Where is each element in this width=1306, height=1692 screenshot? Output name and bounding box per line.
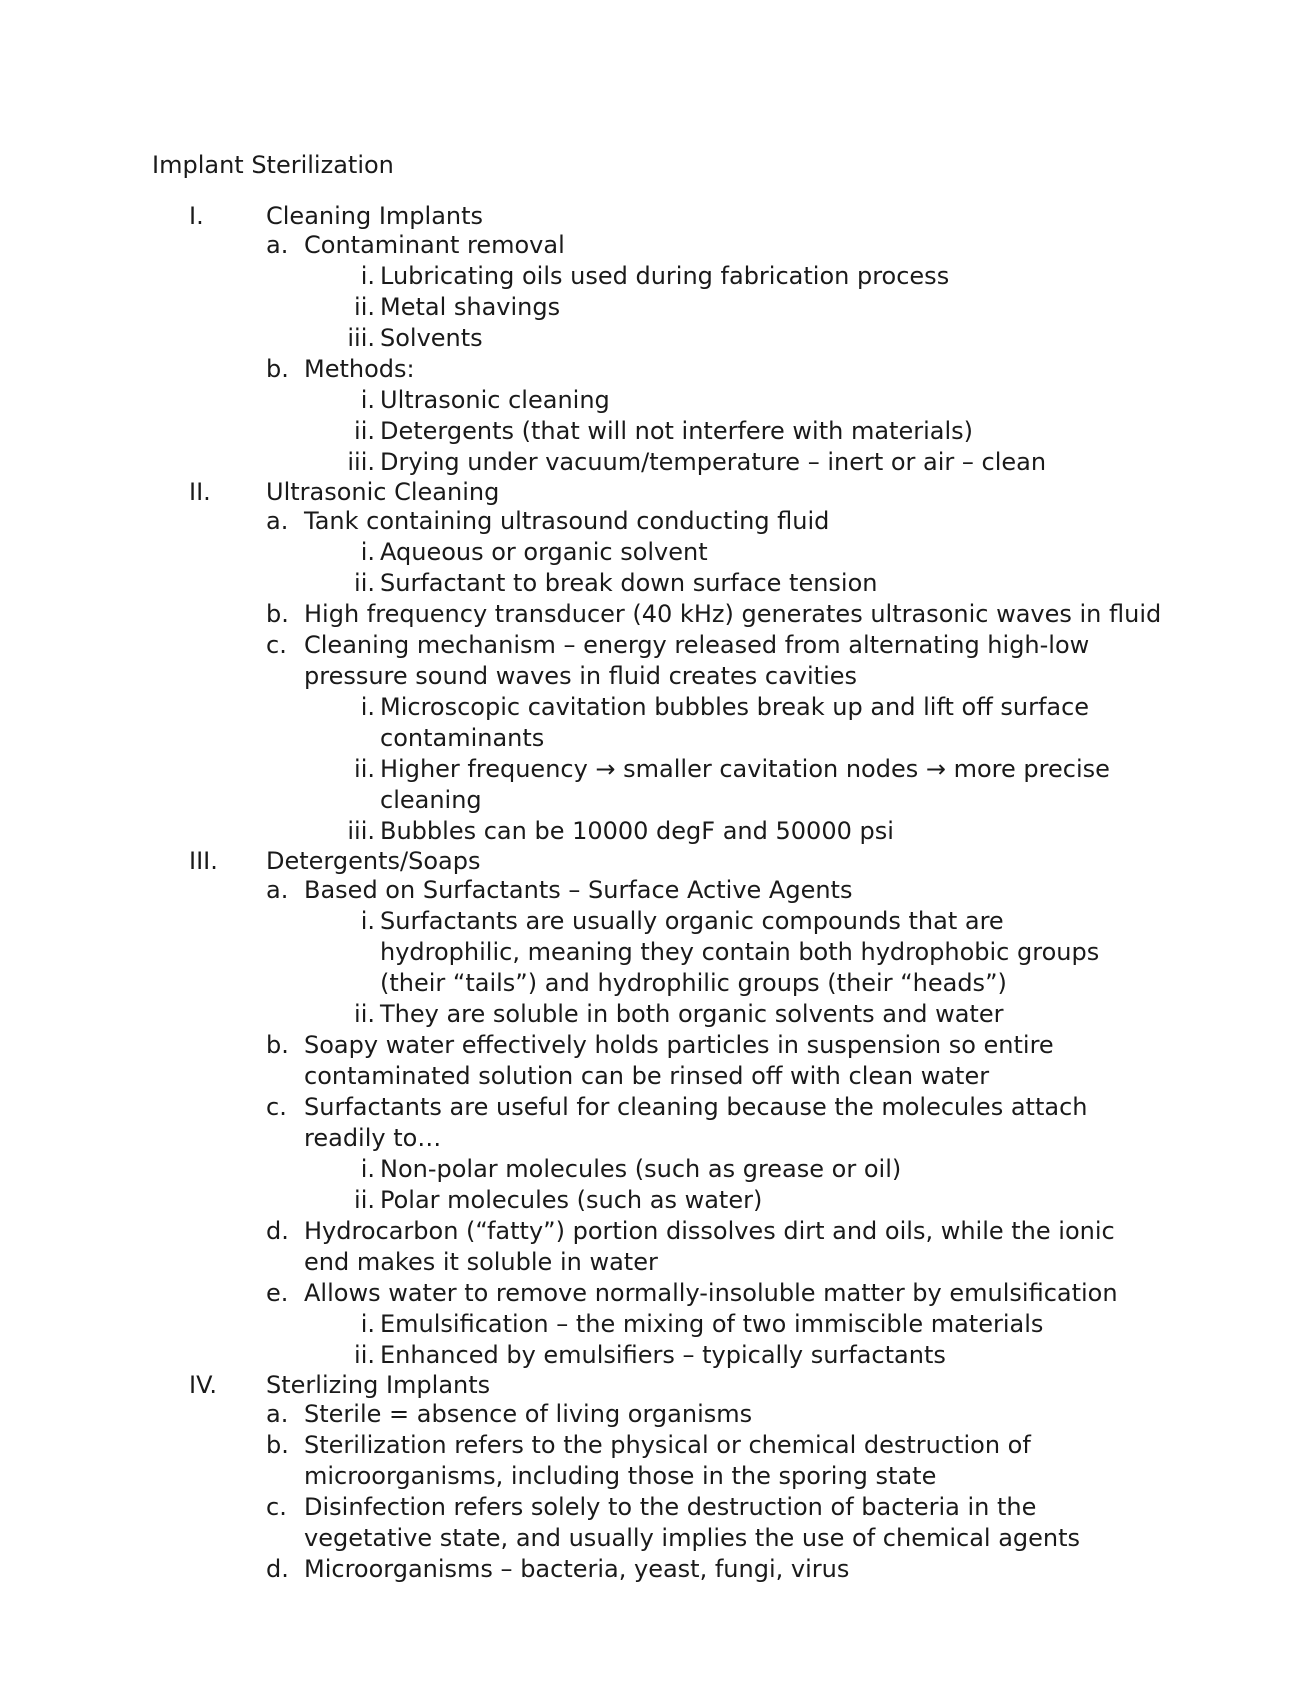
outline-subitem bbox=[0, 323, 1306, 354]
subitem-text: They are soluble in both organic solvents and water bbox=[380, 1000, 1004, 1028]
subitem-text: Enhanced by emulsifiers – typically surfactants bbox=[380, 1341, 946, 1369]
item-text: Soapy water effectively holds particles in suspension so entire contaminated solution can be rinsed off with clean water bbox=[304, 1031, 1054, 1090]
subitem-numeral: i. bbox=[360, 907, 375, 935]
item-text: Microorganisms – bacteria, yeast, fungi, virus bbox=[304, 1555, 850, 1583]
item-text: High frequency transducer (40 kHz) generates ultrasonic waves in fluid bbox=[304, 600, 1162, 628]
outline-subitem bbox=[0, 385, 1306, 416]
outline-item bbox=[0, 599, 1306, 630]
outline-subitem bbox=[0, 692, 1306, 754]
outline-item bbox=[0, 1554, 1306, 1585]
subitem-numeral: i. bbox=[360, 693, 375, 721]
subitem-text: Surfactant to break down surface tension bbox=[380, 569, 878, 597]
outline-subitem bbox=[0, 816, 1306, 847]
item-letter: c. bbox=[266, 631, 287, 659]
section-number: I. bbox=[189, 202, 204, 230]
outline-item bbox=[0, 1492, 1306, 1554]
item-letter: e. bbox=[266, 1279, 289, 1307]
subitem-text: Metal shavings bbox=[380, 293, 561, 321]
section-number: II. bbox=[189, 478, 211, 506]
item-letter: b. bbox=[266, 1031, 289, 1059]
outline-item bbox=[0, 1430, 1306, 1492]
section-heading: Ultrasonic Cleaning bbox=[266, 478, 500, 506]
outline-item bbox=[0, 354, 1306, 385]
subitem-numeral: iii. bbox=[347, 324, 375, 352]
outline-section bbox=[0, 1371, 1306, 1399]
subitem-text: Microscopic cavitation bubbles break up and lift off surface contaminants bbox=[380, 693, 1090, 752]
subitem-numeral: ii. bbox=[354, 569, 375, 597]
outline-section bbox=[0, 478, 1306, 506]
item-letter: a. bbox=[266, 231, 289, 259]
outline-item bbox=[0, 875, 1306, 906]
outline-subitem bbox=[0, 447, 1306, 478]
outline-subitem bbox=[0, 754, 1306, 816]
section-heading: Sterlizing Implants bbox=[266, 1371, 491, 1399]
outline-item bbox=[0, 1278, 1306, 1309]
item-text: Cleaning mechanism – energy released from alternating high-low pressure sound waves in fluid creates cavities bbox=[304, 631, 1090, 690]
outline-subitem bbox=[0, 1309, 1306, 1340]
section-heading: Detergents/Soaps bbox=[266, 847, 481, 875]
outline-item bbox=[0, 1092, 1306, 1154]
outline-item bbox=[0, 230, 1306, 261]
subitem-text: Ultrasonic cleaning bbox=[380, 386, 610, 414]
outline-subitem bbox=[0, 999, 1306, 1030]
subitem-text: Emulsification – the mixing of two immiscible materials bbox=[380, 1310, 1044, 1338]
outline-item bbox=[0, 1216, 1306, 1278]
item-letter: c. bbox=[266, 1493, 287, 1521]
outline-item bbox=[0, 506, 1306, 537]
item-letter: d. bbox=[266, 1555, 289, 1583]
subitem-numeral: i. bbox=[360, 538, 375, 566]
item-text: Contaminant removal bbox=[304, 231, 565, 259]
outline-section bbox=[0, 202, 1306, 230]
subitem-text: Higher frequency → smaller cavitation nodes → more precise cleaning bbox=[380, 755, 1110, 814]
section-number: III. bbox=[189, 847, 218, 875]
outline-subitem bbox=[0, 906, 1306, 999]
section-heading: Cleaning Implants bbox=[266, 202, 484, 230]
outline-subitem bbox=[0, 1154, 1306, 1185]
item-text: Tank containing ultrasound conducting fluid bbox=[304, 507, 830, 535]
subitem-text: Bubbles can be 10000 degF and 50000 psi bbox=[380, 817, 894, 845]
subitem-numeral: iii. bbox=[347, 448, 375, 476]
outline-subitem bbox=[0, 537, 1306, 568]
subitem-text: Lubricating oils used during fabrication process bbox=[380, 262, 950, 290]
item-text: Disinfection refers solely to the destruction of bacteria in the vegetative state, and usually implies the use of chemical agents bbox=[304, 1493, 1081, 1552]
subitem-numeral: i. bbox=[360, 1155, 375, 1183]
outline-subitem bbox=[0, 292, 1306, 323]
item-letter: c. bbox=[266, 1093, 287, 1121]
subitem-numeral: ii. bbox=[354, 417, 375, 445]
subitem-numeral: ii. bbox=[354, 293, 375, 321]
outline-subitem bbox=[0, 261, 1306, 292]
section-number: IV. bbox=[189, 1371, 218, 1399]
outline-subitem bbox=[0, 416, 1306, 447]
subitem-numeral: i. bbox=[360, 1310, 375, 1338]
item-text: Allows water to remove normally-insoluble matter by emulsification bbox=[304, 1279, 1118, 1307]
item-text: Based on Surfactants – Surface Active Agents bbox=[304, 876, 853, 904]
outline-subitem bbox=[0, 568, 1306, 599]
item-text: Methods: bbox=[304, 355, 415, 383]
item-text: Sterilization refers to the physical or chemical destruction of microorganisms, including those in the sporing state bbox=[304, 1431, 1031, 1490]
subitem-numeral: ii. bbox=[354, 1186, 375, 1214]
outline-subitem bbox=[0, 1340, 1306, 1371]
item-letter: d. bbox=[266, 1217, 289, 1245]
item-text: Hydrocarbon (“fatty”) portion dissolves dirt and oils, while the ionic end makes it soluble in water bbox=[304, 1217, 1115, 1276]
outline-list bbox=[0, 202, 1306, 1585]
subitem-numeral: ii. bbox=[354, 1341, 375, 1369]
subitem-text: Surfactants are usually organic compounds that are hydrophilic, meaning they contain both hydrophobic groups (their “tails”) and hydrophilic groups (their “heads”) bbox=[380, 907, 1100, 997]
subitem-numeral: iii. bbox=[347, 817, 375, 845]
item-letter: a. bbox=[266, 507, 289, 535]
item-letter: b. bbox=[266, 355, 289, 383]
subitem-numeral: i. bbox=[360, 386, 375, 414]
document-title: Implant Sterilization bbox=[152, 151, 394, 179]
subitem-numeral: i. bbox=[360, 262, 375, 290]
item-letter: b. bbox=[266, 1431, 289, 1459]
subitem-text: Non-polar molecules (such as grease or oil) bbox=[380, 1155, 902, 1183]
item-text: Sterile = absence of living organisms bbox=[304, 1400, 753, 1428]
subitem-numeral: ii. bbox=[354, 755, 375, 783]
outline-item bbox=[0, 630, 1306, 692]
item-text: Surfactants are useful for cleaning because the molecules attach readily to… bbox=[304, 1093, 1088, 1152]
subitem-text: Detergents (that will not interfere with materials) bbox=[380, 417, 974, 445]
subitem-text: Polar molecules (such as water) bbox=[380, 1186, 763, 1214]
item-letter: a. bbox=[266, 1400, 289, 1428]
outline-item bbox=[0, 1399, 1306, 1430]
subitem-numeral: ii. bbox=[354, 1000, 375, 1028]
outline-item bbox=[0, 1030, 1306, 1092]
subitem-text: Aqueous or organic solvent bbox=[380, 538, 708, 566]
outline-section bbox=[0, 847, 1306, 875]
item-letter: b. bbox=[266, 600, 289, 628]
subitem-text: Solvents bbox=[380, 324, 483, 352]
outline-subitem bbox=[0, 1185, 1306, 1216]
item-letter: a. bbox=[266, 876, 289, 904]
subitem-text: Drying under vacuum/temperature – inert or air – clean bbox=[380, 448, 1047, 476]
